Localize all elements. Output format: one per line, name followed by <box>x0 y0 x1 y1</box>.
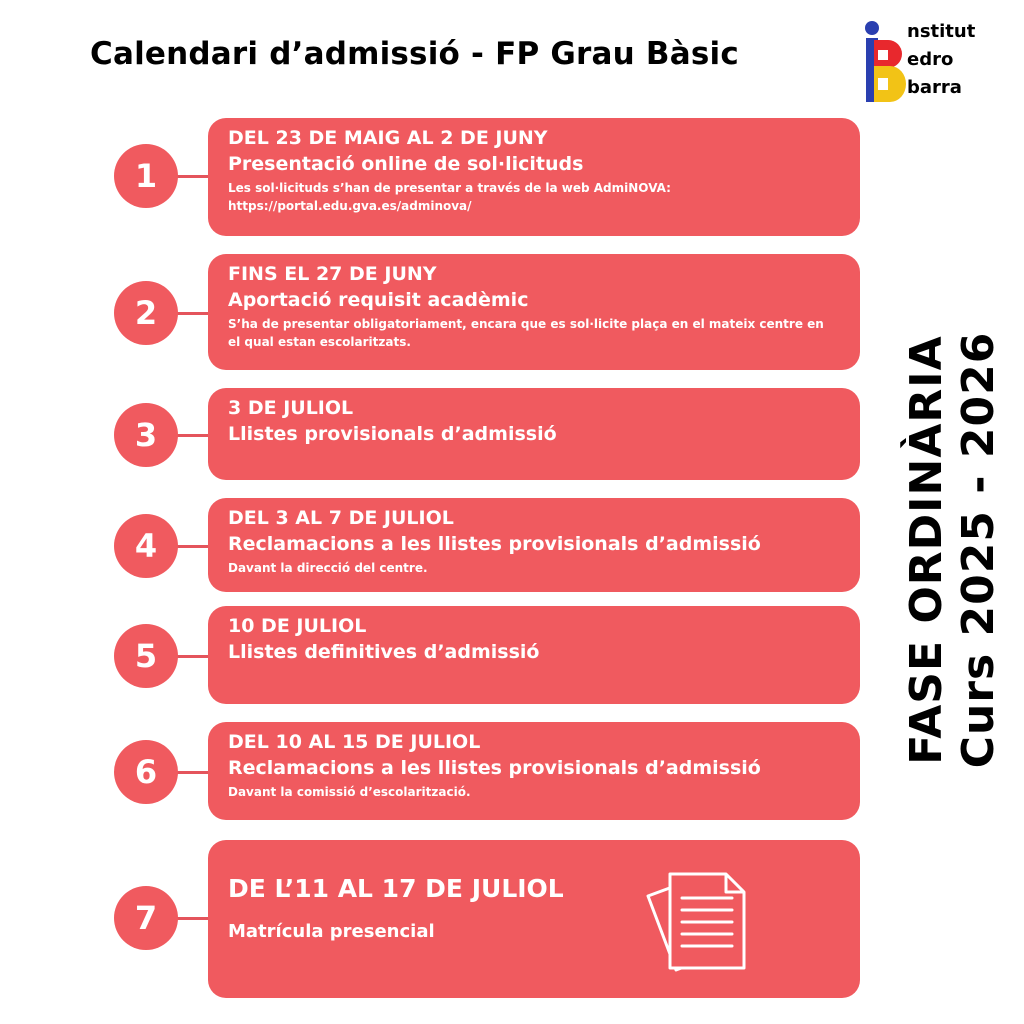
step-number-5: 5 <box>114 624 178 688</box>
step-heading: Llistes definitives d’admissió <box>228 641 540 663</box>
connector-line <box>176 917 210 920</box>
step-number-1: 1 <box>114 144 178 208</box>
logo-line-3: barra <box>907 77 962 98</box>
documents-icon <box>640 868 750 978</box>
step-detail: S’ha de presentar obligatoriament, encara que es sol·licite plaça en el mateix centre en el qual estan escolaritzats. <box>228 317 824 349</box>
school-logo <box>860 18 1000 110</box>
phase-title: FASE ORDINÀRIA <box>901 335 952 765</box>
step-detail: Les sol·licituds s’han de presentar a través de la web AdmiNOVA: https://portal.edu.gva.es/adminova/ <box>228 181 671 213</box>
logo-line-1: nstitut <box>907 21 976 42</box>
phase-side-label <box>898 300 1008 800</box>
step-number-7: 7 <box>114 886 178 950</box>
logo-mark-icon <box>860 20 908 106</box>
step-number-4: 4 <box>114 514 178 578</box>
step-card-1 <box>208 118 860 236</box>
step-date: DE L’11 AL 17 DE JULIOL <box>228 874 564 903</box>
connector-line <box>176 312 210 315</box>
connector-line <box>176 434 210 437</box>
step-card-2 <box>208 254 860 370</box>
step-date: 10 DE JULIOL <box>228 615 367 637</box>
connector-line <box>176 655 210 658</box>
connector-line <box>176 175 210 178</box>
step-card-5 <box>208 606 860 704</box>
step-heading: Presentació online de sol·licituds <box>228 153 584 175</box>
step-heading: Matrícula presencial <box>228 921 435 942</box>
step-date: DEL 3 AL 7 DE JULIOL <box>228 507 454 529</box>
step-heading: Reclamacions a les llistes provisionals d’admissió <box>228 533 761 555</box>
step-card-6 <box>208 722 860 820</box>
step-detail: Davant la comissió d’escolarització. <box>228 785 471 799</box>
step-heading: Llistes provisionals d’admissió <box>228 423 557 445</box>
step-card-7 <box>208 840 860 998</box>
step-card-3 <box>208 388 860 480</box>
step-heading: Reclamacions a les llistes provisionals d’admissió <box>228 757 761 779</box>
step-date: DEL 10 AL 15 DE JULIOL <box>228 731 481 753</box>
step-card-4 <box>208 498 860 592</box>
step-date: FINS EL 27 DE JUNY <box>228 263 437 285</box>
step-number-3: 3 <box>114 403 178 467</box>
step-number-6: 6 <box>114 740 178 804</box>
step-detail: Davant la direcció del centre. <box>228 561 428 575</box>
connector-line <box>176 545 210 548</box>
school-year: Curs 2025 - 2026 <box>953 331 1004 769</box>
step-number-2: 2 <box>114 281 178 345</box>
connector-line <box>176 771 210 774</box>
step-heading: Aportació requisit acadèmic <box>228 289 529 311</box>
step-date: 3 DE JULIOL <box>228 397 354 419</box>
step-date: DEL 23 DE MAIG AL 2 DE JUNY <box>228 127 548 149</box>
page-title: Calendari d’admissió - FP Grau Bàsic <box>90 36 739 72</box>
logo-line-2: edro <box>907 49 954 70</box>
